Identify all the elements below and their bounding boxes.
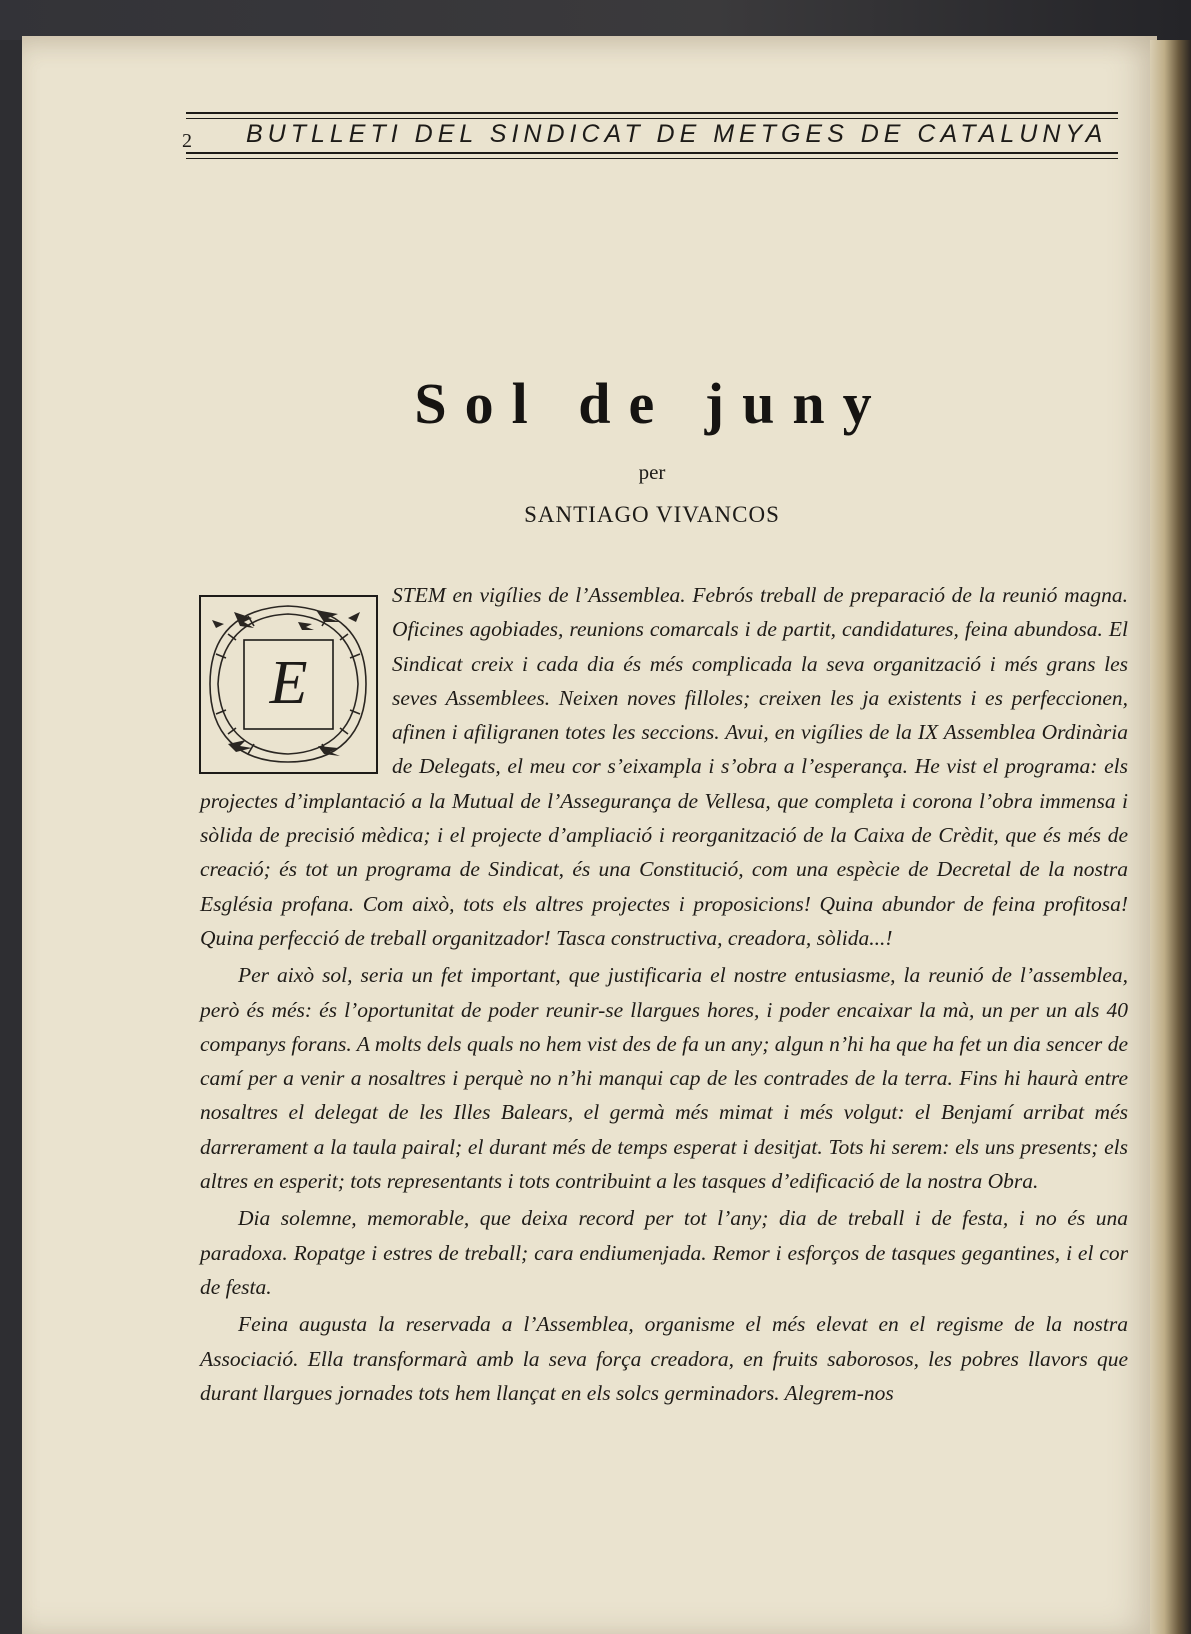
scan-background: [0, 0, 1191, 40]
header-rule-bottom: [186, 152, 1118, 154]
article-title: Sol de juny: [414, 371, 890, 436]
header-rule-top: [186, 112, 1118, 114]
page-edge: [1150, 40, 1191, 1634]
article-body: [200, 578, 1128, 1410]
page-number: 2: [182, 130, 192, 152]
header-rule-top-thin: [186, 118, 1118, 119]
paragraph-4: Feina augusta la reservada a l’Assemblea, organisme el més elevat en el regisme de la nostra Associació. Ella transformarà amb la seva força creadora, en fruits saborosos, les pobres llavors que durant llargues jornades tots hem llançat en els solcs germinadors. Alegrem-nos: [200, 1312, 1128, 1405]
running-header: [182, 108, 1118, 160]
byline-per: per: [638, 460, 666, 484]
running-title: BUTLLETI DEL SINDICAT DE METGES DE CATALUNYA: [246, 120, 1108, 148]
paragraph-1: STEM en vigílies de l’Assemblea. Febrós treball de preparació de la reunió magna. Oficines agobiades, reunions comarcals i de partit, candidatures, feina abundosa. El Sindicat creix i cada dia és més complicada la seva organització i més grans les seves Assemblees. Neixen noves filloles; creixen les ja existents i es perfeccionen, afinen i afiligranen totes les seccions. Avui, en vigílies de la IX Assemblea Ordinària de Delegats, el meu cor s’eixampla i s’obra a l’esperança. He vist el programa: els projectes d’implantació a la Mutual de l’Assegurança de Vellesa, que completa i corona l’obra immensa i sòlida de precisió mèdica; i el projecte d’ampliació i reorganització de la Caixa de Crèdit, que és més de creació; és tot un programa de Sindicat, és una Constitució, com una espècie de Decretal de la nostra Església profana. Com això, tots els altres projectes i proposicions! Quina abundor de feina profitosa! Quina perfecció de treball organitzador! Tasca constructiva, creadora, sòlida...!: [200, 583, 1128, 950]
paragraph-2: Per això sol, seria un fet important, que justificaria el nostre entusiasme, la reunió de l’assemblea, però és més: és l’oportunitat de poder reunir-se llargues hores, i poder encaixar la mà, un per un als 40 companys forans. A molts dels quals no hem vist des de fa un any; algun n’hi ha que ha fet un dia sencer de camí per a venir a nosaltres i perquè no n’hi manqui cap de les contrades de la terra. Fins hi haurà entre nosaltres el delegat de les Illes Balears, el germà més mimat i més volgut: el Benjamí arribat més darrerament a la taula pairal; el durant més de temps esperat i desitjat. Tots hi serem: els uns presents; els altres en esperit; tots representants i tots contribuint a les tasques d’edificació de la nostra Obra.: [200, 963, 1128, 1194]
drop-cap-letter: E: [269, 649, 308, 717]
header-rule-bottom-thin: [186, 158, 1118, 159]
paragraph-3: Dia solemne, memorable, que deixa record per tot l’any; dia de treball i de festa, i no és una paradoxa. Ropatge i estres de treball; cara endiumenjada. Remor i esforços de tasques gegantines, i el cor de festa.: [200, 1206, 1128, 1299]
article-author: SANTIAGO VIVANCOS: [524, 502, 780, 527]
